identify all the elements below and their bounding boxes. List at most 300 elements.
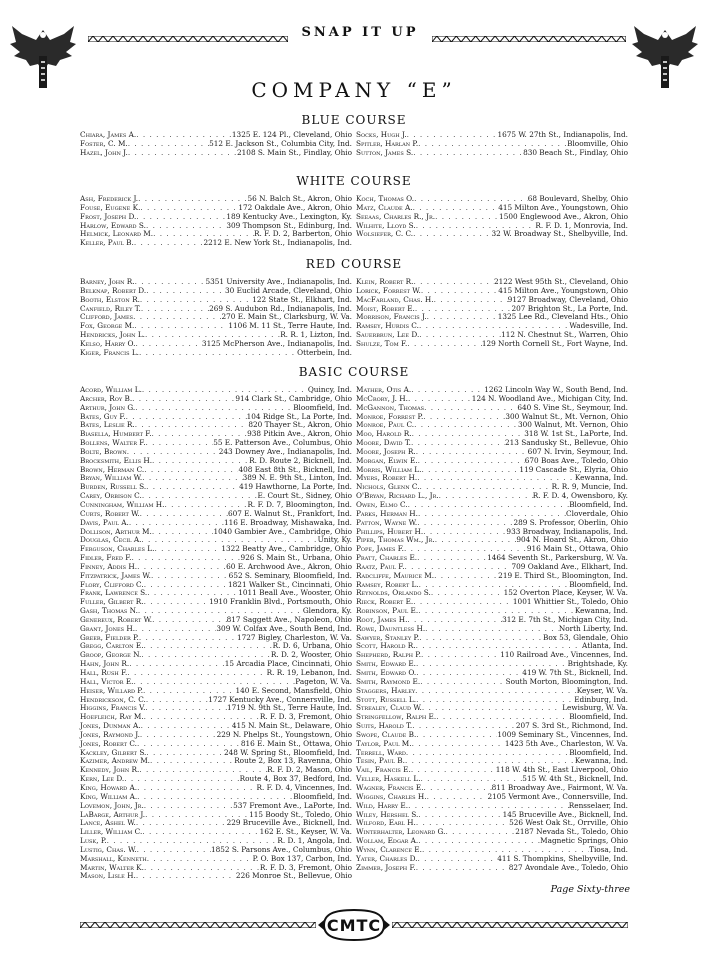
member-name: Brocksmith, Ellis H. (80, 455, 153, 465)
member-name: Booth, Elston R. (80, 294, 140, 304)
member-name: Chiara, James A. (80, 130, 137, 139)
member-name: Morrison, Francis J. (356, 312, 427, 322)
member-name: Harlow, Edward S. (80, 220, 146, 230)
member-address: 415 Milton Ave., Youngstown, Ohio (498, 285, 628, 295)
member-name: Belknap, Robert D. (80, 285, 147, 295)
member-address: Unity, Ky. (317, 535, 352, 545)
member-address: 820 Thayer St., Akron, Ohio (248, 420, 352, 430)
member-name: Stott, Russell L. (356, 694, 417, 704)
member-address: Kewanna, Ind. (574, 606, 628, 616)
member-name: Kennedy, John R. (80, 765, 140, 775)
member-name: Gregg, Carlton E. (80, 641, 144, 651)
member-address: 415 Milton Ave., Youngstown, Ohio (498, 202, 628, 212)
dot-leader (152, 528, 214, 537)
member-name: Lance, Ashel W. (80, 818, 136, 828)
member-address: 219 E. Third St., Bloomington, Ind. (498, 570, 628, 580)
member-name: Wiggins, Charles H. (356, 791, 427, 801)
dot-leader (415, 687, 577, 696)
dot-leader (124, 775, 239, 784)
member-name: Brown, Herman C. (80, 464, 145, 474)
member-address: 1423 5th Ave., Charleston, W. Va. (504, 738, 628, 748)
member-name: Stringfellow, Ralph E. (356, 712, 437, 722)
dot-leader (127, 669, 266, 678)
dot-leader (413, 149, 523, 158)
member-address: 32 W. Broadway St., Shelbyville, Ind. (491, 229, 628, 239)
member-name: Monroe, Paul C. (356, 420, 415, 430)
member-name: Heiser, Willard P. (80, 685, 144, 695)
member-address: Pageton, W. Va. (295, 676, 352, 686)
member-address: 248 W. Spring St., Bloomfield, Ind. (224, 747, 352, 757)
member-address: Bloomfield, Ind. (293, 402, 352, 412)
dot-leader (140, 731, 217, 740)
member-name: Rieck, Robert E. (356, 597, 414, 607)
dot-leader (139, 349, 297, 358)
dot-leader (419, 634, 543, 643)
dot-leader (434, 572, 498, 581)
member-address: 289 S. Professor, Oberlin, Ohio (513, 517, 628, 527)
member-name: Jones, Raymond J. (80, 729, 140, 739)
roster-column-left (80, 386, 352, 881)
member-name: Wild, Harry E. (356, 800, 409, 810)
member-address: 312 E. 7th St., Michigan City, Ind. (502, 614, 628, 624)
member-name: O'Bryan, Richard L., Jr. (356, 491, 439, 501)
dot-leader (154, 545, 221, 554)
member-address: 1040 Gambier Ave., Cambridge, Ohio (213, 526, 352, 536)
dot-leader (406, 749, 569, 758)
member-address: Edinburg, Ind. (574, 694, 628, 704)
member-address: 389 N. E. 9th St., Linton, Ind. (242, 473, 352, 483)
member-name: Veller, Haskell L. (356, 774, 421, 784)
member-name: King, William A. (80, 791, 138, 801)
member-name: Parks, Herman H. (356, 508, 418, 518)
member-name: Nichols, Glenn C. (356, 482, 420, 492)
member-address: 607 N. Irvin, Seymour, Ind. (527, 446, 628, 456)
member-name: Zimmer, Joseph F. (356, 862, 416, 872)
member-address: 411 S. Thompkins, Shelbyville, Ind. (497, 853, 628, 863)
member-address: R. D. Route 2, Bicknell, Ind. (249, 455, 352, 465)
dot-leader (431, 589, 504, 598)
dot-leader (152, 457, 249, 466)
member-name: Jones, Dunman A. (80, 721, 141, 731)
member-address: 1325 Lee Rd., Cleveland Hts., Ohio (497, 312, 628, 322)
member-address: 1910 Franklin Blvd., Portsmouth, Ohio (209, 597, 352, 607)
member-address: R. D. 6, Urbana, Ohio (272, 641, 352, 651)
member-address: North Liberty, Ind. (558, 623, 628, 633)
member-address: 811 Broadway Ave., Fairmont, W. Va. (491, 782, 628, 792)
member-address: R. R. 9, Muncie, Ind. (551, 482, 628, 492)
ornamental-rule (80, 922, 316, 928)
member-name: Liller, William C. (80, 827, 143, 837)
member-address: Bloomfield, Ind. (293, 791, 352, 801)
member-address: Brightshade, Ky. (567, 659, 628, 669)
member-name: Spitler, Harlan P. (356, 138, 419, 148)
member-address: 2212 E. New York St., Indianapolis, Ind. (203, 238, 352, 248)
member-name: Koch, Thomas O. (356, 194, 415, 203)
member-name: Higgins, Francis V. (80, 703, 146, 713)
member-address: 68 Boulevard, Shelby, Ohio (527, 194, 628, 203)
member-address: 1009 Seminary St., Vincennes, Ind. (497, 729, 628, 739)
member-name: Douglas, Cecil A. (80, 535, 142, 545)
member-name: Marshall, Kenneth (80, 853, 147, 863)
member-name: Seeaas, Charles R., Jr. (356, 211, 436, 221)
member-name: Jones, Robert C. (80, 738, 138, 748)
member-name: Bates, Leslie R. (80, 420, 135, 430)
member-name: Terrell, Ward (356, 747, 406, 757)
member-address: 5351 University Ave., Indianapolis, Ind. (205, 277, 352, 286)
ornamental-rule (88, 36, 288, 42)
member-address: 1001 Whittier St., Toledo, Ohio (512, 597, 628, 607)
member-name: Moore, Joseph R. (356, 446, 416, 456)
member-name: Tesin, Paul B. (356, 756, 405, 766)
dot-leader (416, 731, 497, 740)
roster-column-left (80, 195, 352, 248)
member-address: 15 Arcadia Place, Cincinnati, Ohio (224, 659, 352, 669)
dot-leader (146, 749, 224, 758)
dot-leader (144, 802, 233, 811)
member-address: E. Court St., Sidney, Ohio (257, 491, 352, 501)
member-name: Moo, Harold R. (356, 429, 412, 439)
member-name: Fouse, Eugene K. (80, 202, 141, 212)
member-name: Ramsey, Hurdis C. (356, 321, 419, 331)
member-name: Patton, Wayne W. (356, 517, 418, 527)
member-address: 1106 M. 11 St., Terre Haute, Ind. (228, 321, 352, 331)
member-name: Hendricks, John L. (80, 330, 146, 340)
member-name: Hahn, John R. (80, 659, 130, 669)
member-name: Bollens, Walter F. (80, 438, 146, 448)
member-name: Sawyer, Stanley P. (356, 632, 420, 642)
member-address: 670 Boas Ave., Toledo, Ohio (524, 455, 628, 465)
dot-leader (418, 811, 502, 820)
member-name: Kern, Lee D. (80, 774, 125, 784)
member-address: R. F. D. 7, Bloomington, Ind. (247, 499, 352, 509)
member-address: Bloomfield, Ind. (569, 579, 628, 589)
member-address: Glendora, Ky. (302, 606, 352, 616)
roster-entry (356, 340, 628, 349)
member-address: 207 S. 3rd St., Richmond, Ind. (515, 721, 628, 731)
dot-leader (435, 536, 517, 545)
member-address: 2187 Nevada St., Toledo, Ohio (515, 827, 628, 837)
member-name: Shulze, Tom F. (356, 338, 408, 348)
dot-leader (144, 598, 210, 607)
dot-leader (418, 457, 525, 466)
member-name: Frost, Joseph D. (80, 211, 137, 221)
member-address: 415 N. Main St., Delaware, Ohio (231, 721, 352, 731)
member-address: 122 State St., Elkhart, Ind. (252, 294, 352, 304)
dot-leader (412, 740, 505, 749)
member-name: Radcliffe, Maurice M. (356, 570, 435, 580)
member-name: Greer, Fielder P. (80, 632, 139, 642)
member-name: Staggers, Harley (356, 685, 416, 695)
dot-leader (151, 572, 229, 581)
member-address: 243 Downey Ave., Indianapolis, Ind. (218, 446, 352, 456)
dot-leader (413, 598, 513, 607)
member-name: Genereux, Robert W. (80, 614, 153, 624)
member-address: 827 Avondale Ave., Toledo, Ohio (508, 862, 628, 872)
dot-leader (416, 448, 528, 457)
member-name: Root, James H. (356, 614, 408, 624)
roster-entry (80, 239, 352, 248)
member-name: Wynn, Clarence E. (356, 844, 422, 854)
member-address: Route 2, Box 13, Ravenna, Ohio (234, 756, 352, 766)
member-address: 110 Railroad Ave., Vincennes, Ind. (500, 650, 628, 660)
member-address: 119 Cascade St., Elyria, Ohio (519, 464, 628, 474)
member-name: Pratt, Charles E. (356, 553, 418, 563)
dot-leader (134, 239, 204, 248)
member-address: 1325 E. 124 Pl., Cleveland, Ohio (231, 130, 352, 139)
member-address: Magnetic Springs, Ohio (540, 836, 628, 846)
dot-leader (136, 872, 236, 881)
member-address: 3125 McPherson Ave., Indianapolis, Ind. (201, 338, 352, 348)
member-address: 309 W. Colfax Ave., South Bend, Ind. (216, 623, 352, 633)
member-address: 1719 N. 9th St., Terre Haute, Ind. (226, 703, 352, 713)
member-name: Scott, Harold R. (356, 641, 416, 651)
member-address: 145 Bruceville Ave., Bicknell, Ind. (502, 809, 628, 819)
member-name: Curts, Robert W. (80, 508, 140, 518)
dot-leader (128, 149, 237, 158)
roster-entry (80, 872, 352, 881)
member-name: Smith, Edward O. (356, 668, 417, 677)
dot-leader (144, 466, 238, 475)
dot-leader (139, 634, 237, 643)
dot-leader (136, 213, 226, 222)
member-name: Wiley, Hershel S. (356, 809, 419, 819)
member-name: Ash, Frederick J. (80, 194, 139, 203)
member-name: Sutton, James S. (356, 147, 414, 157)
dot-leader (435, 213, 499, 222)
member-address: 229 Bruceville Ave., Bicknell, Ind. (226, 818, 352, 828)
member-name: Strealey, Claud W. (356, 703, 422, 713)
member-address: Kewanna, Ind. (574, 473, 628, 483)
member-address: 1262 Lincoln Way W., South Bend, Ind. (484, 385, 628, 394)
member-name: Frank, Lawrence S. (80, 588, 148, 598)
member-name: Wolsiefer, C. C. (356, 229, 414, 239)
member-address: Box 53, Glendale, Ohio (542, 632, 628, 642)
member-address: 55 E. Patterson Ave., Columbus, Ohio (213, 438, 352, 448)
roster-column-left (80, 131, 352, 158)
member-address: R. R. 19, Lebanon, Ind. (266, 668, 352, 677)
dot-leader (408, 501, 570, 510)
member-name: Robinson, Paul E. (356, 606, 419, 616)
dot-leader (415, 305, 512, 314)
member-address: 1675 W. 27th St., Indianapolis, Ind. (497, 130, 628, 139)
dot-leader (424, 404, 517, 413)
member-name: Foster, C. M. (80, 138, 128, 148)
member-name: Fuller, Gilbert R. (80, 597, 144, 607)
member-address: 408 East 8th St., Bicknell, Ind. (238, 464, 352, 474)
member-address: 269 S. Audubon Rd., Indianapolis, Ind. (209, 303, 352, 313)
member-address: P. O. Box 137, Carbon, Ind. (252, 853, 352, 863)
member-address: R. F. D. 3, Fremont, Ohio (259, 862, 352, 872)
member-address: 229 N. Phelps St., Youngstown, Ohio (216, 729, 352, 739)
roster-entry (356, 149, 628, 158)
member-address: Otterbein, Ind. (297, 347, 352, 357)
member-name: Morgan, Elwin E. (356, 455, 418, 465)
ornamental-rule (392, 922, 628, 928)
running-title: SNAP IT UP (301, 25, 419, 40)
member-address: Bloomville, Ohio (567, 138, 628, 148)
dot-leader (413, 278, 494, 287)
member-address: South Morton, Bloomington, Ind. (505, 676, 628, 686)
member-name: Morris, William L. (356, 464, 422, 474)
member-name: Dollison, Arthur M. (80, 526, 152, 536)
dot-leader (128, 140, 209, 149)
dot-leader (445, 828, 515, 837)
dot-leader (420, 483, 552, 492)
roster-entry (80, 349, 352, 358)
section-title-red: RED COURSE (305, 257, 403, 271)
member-address: 309 Thompson St., Edinburg, Ind. (226, 220, 352, 230)
member-address: Wadesville, Ind. (569, 321, 628, 331)
dot-leader (147, 855, 253, 864)
member-name: Wollam, Edgar A. (356, 836, 419, 846)
member-name: Mather, Otis A. (356, 385, 412, 394)
member-address: 419 W. 7th St., Bicknell, Ind. (522, 668, 628, 677)
member-address: 9127 Broadway, Cleveland, Ohio (507, 294, 628, 304)
member-address: 56 N. Balch St., Akron, Ohio (247, 194, 352, 203)
member-name: LaBarge, Arthur J. (80, 809, 146, 819)
member-name: McCrory, J. H. (356, 393, 408, 403)
dot-leader (146, 222, 226, 231)
member-address: 60 E. Archwood Ave., Akron, Ohio (226, 561, 352, 571)
member-address: 124 N. Woodland Ave., Michigan City, Ind. (471, 393, 628, 403)
member-address: 904 N. Hoard St., Akron, Ohio (516, 535, 628, 545)
dot-leader (144, 642, 273, 651)
member-address: 640 S. Vine St., Seymour, Ind. (517, 402, 628, 412)
member-address: 2108 S. Main St., Findlay, Ohio (237, 147, 352, 157)
member-name: Fitzpatrick, James W. (80, 570, 151, 580)
member-address: 526 West Oak St., Orrville, Ohio (509, 818, 628, 828)
member-name: Helmick, Leonard M. (80, 229, 154, 239)
member-address: 2105 Vermont Ave., Connersville, Ind. (487, 791, 628, 801)
dot-leader (150, 757, 234, 766)
dot-leader (138, 195, 247, 204)
member-name: Kelso, Harry O. (80, 338, 136, 348)
member-name: Moore, David T. (356, 438, 411, 448)
dot-leader (414, 421, 518, 430)
member-name: Martin, Walter K. (80, 862, 144, 872)
member-name: Fox, George M. (80, 321, 135, 331)
member-address: 830 Beach St., Findlay, Ohio (523, 147, 628, 157)
dot-leader (421, 466, 519, 475)
member-address: R. F. D. 4, Owensboro, Ky. (532, 491, 628, 501)
ornamental-rule (432, 36, 626, 42)
member-name: Winterhalter, Leonard G. (356, 827, 446, 837)
member-name: Ramsey, Robert L. (356, 579, 419, 589)
dot-leader (137, 784, 256, 793)
member-address: Keyser, W. Va. (576, 685, 628, 695)
header-band (0, 14, 708, 74)
section-title-blue: BLUE COURSE (301, 113, 407, 127)
member-name: Kazimer, Andrew M. (80, 756, 151, 766)
member-address: Tiosa, Ind. (589, 844, 628, 854)
member-address: 152 Overton Place, Keyser, W. Va. (503, 588, 628, 598)
dot-leader (141, 305, 209, 314)
member-address: Bloomfield, Ind. (569, 747, 628, 757)
roster-entry (356, 230, 628, 239)
dot-leader (140, 510, 228, 519)
member-address: 140 E. Second, Mansfield, Ohio (235, 685, 352, 695)
member-name: Piper, Thomas Wm., Jr. (356, 535, 435, 545)
member-name: Swope, Claude B. (356, 729, 417, 739)
member-name: Barney, John R. (80, 277, 135, 286)
member-name: Keller, Paul B. (80, 238, 134, 248)
member-address: 914 Clark St., Cambridge, Ohio (235, 393, 352, 403)
member-name: Archer, Roy B. (80, 393, 133, 403)
member-address: 116 E. Broadway, Mishawaka, Ind. (223, 517, 352, 527)
dot-leader (420, 678, 505, 687)
member-address: 537 Fremont Ave., LaPorte, Ind. (233, 800, 352, 810)
member-name: Clifford, James (80, 312, 134, 322)
member-address: 933 Broadway, Indianapolis, Ind. (506, 526, 628, 536)
member-address: 1852 S. Parsons Ave., Columbus, Ohio (210, 844, 352, 854)
member-address: 207 Brighton St., La Porte, Ind. (511, 303, 628, 313)
member-address: Cloverdale, Ohio (566, 508, 628, 518)
member-name: McGannon, Thomas (356, 402, 425, 412)
dot-leader (129, 660, 225, 669)
member-name: Smith, Raymond E. (356, 676, 421, 686)
member-address: 816 E. Main St., Ottawa, Ohio (240, 738, 352, 748)
member-name: Smith, Edward E. (356, 659, 417, 669)
member-name: Burden, Russell S. (80, 482, 147, 492)
member-name: Bates, Guy F. (80, 411, 126, 421)
dot-leader (135, 421, 249, 430)
member-address: R. R. 1, Lizton, Ind. (280, 330, 352, 340)
member-name: Klein, Robert R. (356, 277, 414, 286)
dot-leader (142, 828, 259, 837)
member-name: Arthur, John G. (80, 402, 136, 412)
dot-leader (144, 581, 228, 590)
dot-leader (416, 864, 509, 873)
member-address: 926 S. Main St., Urbana, Ohio (240, 553, 352, 563)
dot-leader (140, 204, 238, 213)
dot-leader (417, 519, 513, 528)
member-name: Flory, Clifford C. (80, 579, 144, 589)
dot-leader (135, 625, 216, 634)
member-name: Matz, Claude A. (356, 202, 413, 212)
member-name: Hall, Victor E. (80, 676, 134, 686)
member-address: 118 W. 4th St., East Liverpool, Ohio (495, 765, 628, 775)
member-address: R. D. 1, Angola, Ind. (277, 836, 352, 846)
member-address: 1727 Kentucky Ave., Connersville, Ind. (208, 694, 352, 704)
member-name: Socks, Hugh J. (356, 130, 407, 139)
dot-leader (142, 474, 242, 483)
dot-leader (132, 395, 235, 404)
member-address: 318 W. 1st St., LaPorte, Ind. (524, 429, 628, 439)
dot-leader (434, 296, 508, 305)
member-name: Lovemon, John, Jr. (80, 800, 144, 810)
member-name: Biasella, Humbert F. (80, 429, 152, 439)
member-name: Bolte, Brown (80, 446, 127, 456)
member-address: 515 W. 4th St., Bicknell, Ind. (522, 774, 628, 784)
member-address: 1821 Walker St., Cincinnati, Ohio (228, 579, 352, 589)
member-address: 112 N. Chestnut St., Warren, Ohio (501, 330, 628, 340)
member-address: 419 Hawthorne, La Porte, Ind. (239, 482, 352, 492)
dot-leader (427, 313, 498, 322)
member-address: Kewanna, Ind. (574, 756, 628, 766)
member-name: Mason, Lisle H. (80, 871, 136, 881)
member-address: 1322 Beatty Ave., Cambridge, Ohio (221, 544, 352, 554)
member-address: 104 Ridge St., La Porte, Ind. (246, 411, 352, 421)
roster-white (80, 195, 628, 248)
member-address: 1464 Seventh St., Parkersburg, W. Va. (487, 553, 628, 563)
member-address: R. F. D. 3, Fremont, Ohio (259, 712, 352, 722)
member-address: 1011 Beall Ave., Wooster, Ohio (238, 588, 352, 598)
footer-band (0, 904, 708, 944)
dot-leader (418, 855, 498, 864)
member-address: R. D. 2, Wooster, Ohio (270, 650, 352, 660)
member-name: Sauerbrun, Lee D. (356, 330, 420, 340)
roster-entry (80, 149, 352, 158)
